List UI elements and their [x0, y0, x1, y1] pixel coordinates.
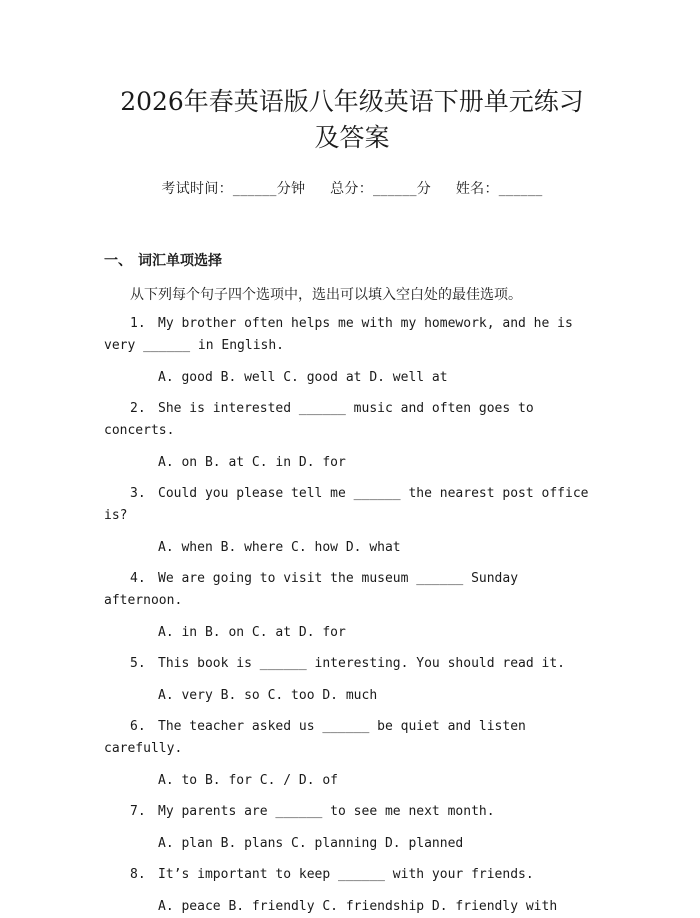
question-list [104, 313, 600, 918]
question-item [104, 653, 600, 707]
question-options: A. on B. at C. in D. for [158, 455, 346, 470]
question-number: 3. [130, 486, 146, 501]
question-stem [104, 398, 600, 442]
question-options: A. when B. where C. how D. what [158, 540, 401, 555]
exam-time-field: 考试时间：______分钟 [161, 181, 306, 197]
exam-info-line [104, 178, 600, 198]
document-title: 2026年春英语版八年级英语下册单元练习及答案 [120, 87, 584, 152]
question-text: We are going to visit the museum ______ Sunday afternoon. [104, 571, 519, 608]
question-text: It’s important to keep ______ with your friends. [158, 867, 534, 882]
question-options: A. plan B. plans C. planning D. planned [158, 836, 464, 851]
question-item [104, 483, 600, 559]
question-item [104, 568, 600, 644]
question-stem [104, 864, 600, 886]
question-stem [104, 653, 600, 675]
question-stem [104, 313, 600, 357]
question-options: A. to B. for C. / D. of [158, 773, 339, 788]
question-options: A. very B. so C. too D. much [158, 688, 378, 703]
question-number: 1. [130, 316, 146, 331]
question-options: A. peace B. friendly C. friendship D. friendly with [158, 899, 558, 914]
question-stem [104, 483, 600, 527]
question-text: The teacher asked us ______ be quiet and listen carefully. [104, 719, 526, 756]
question-text: My parents are ______ to see me next month. [158, 804, 495, 819]
question-stem [104, 801, 600, 823]
total-score-field: 总分：______分 [330, 181, 432, 197]
question-number: 4. [130, 571, 146, 586]
section-number: 一、 [104, 253, 132, 269]
student-name-field: 姓名：______ [455, 181, 543, 197]
question-text: My brother often helps me with my homework, and he is very ______ in English. [104, 316, 573, 353]
section-title: 词汇单项选择 [138, 253, 222, 269]
question-text: This book is ______ interesting. You should read it. [158, 656, 565, 671]
question-number: 6. [130, 719, 146, 734]
section-heading [104, 250, 600, 270]
question-item [104, 801, 600, 855]
question-item [104, 864, 600, 918]
question-number: 7. [130, 804, 146, 819]
question-number: 5. [130, 656, 146, 671]
question-item [104, 313, 600, 389]
question-item [104, 716, 600, 792]
question-stem [104, 568, 600, 612]
question-stem [104, 716, 600, 760]
section-instruction: 从下列每个句子四个选项中，选出可以填入空白处的最佳选项。 [130, 287, 522, 303]
question-item [104, 398, 600, 474]
question-options: A. good B. well C. good at D. well at [158, 370, 448, 385]
question-text: She is interested ______ music and often goes to concerts. [104, 401, 534, 438]
question-number: 2. [130, 401, 146, 416]
question-options: A. in B. on C. at D. for [158, 625, 346, 640]
question-text: Could you please tell me ______ the nearest post office is? [104, 486, 589, 523]
question-number: 8. [130, 867, 146, 882]
